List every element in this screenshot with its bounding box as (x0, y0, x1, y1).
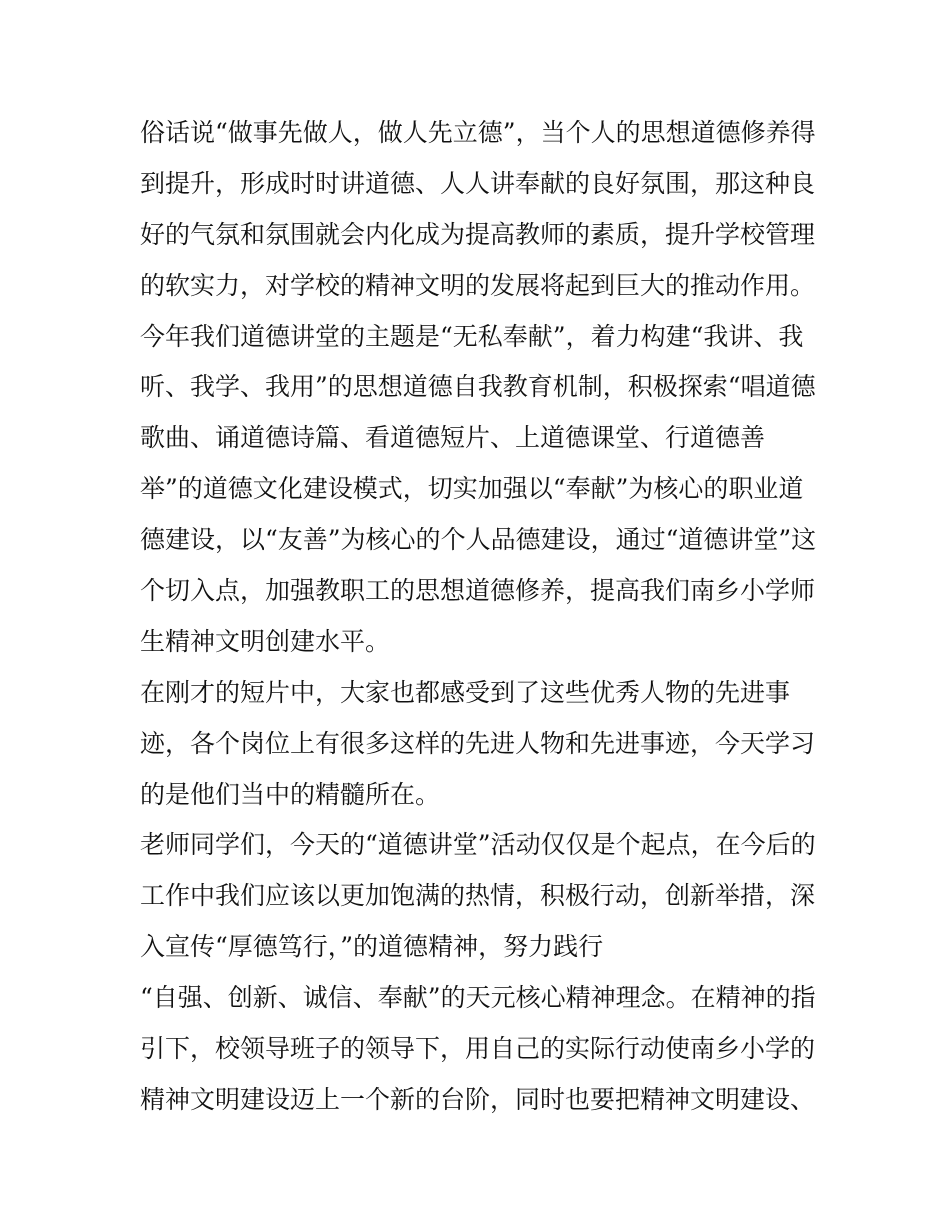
text-line: 在刚才的短片中，大家也都感受到了这些优秀人物的先进事 (140, 677, 791, 707)
text-line: 今年我们道德讲堂的主题是“无私奉献”，着力构建“我讲、我 (140, 321, 804, 351)
text-line: 举”的道德文化建设模式，切实加强以“奉献”为核心的职业道 (140, 474, 804, 504)
text-line: “自强、创新、诚信、奉献”的天元核心精神理念。在精神的指 (140, 983, 816, 1013)
text-line: 德建设，以“友善”为核心的个人品德建设，通过“道德讲堂”这 (140, 525, 817, 555)
text-line: 好的气氛和氛围就会内化成为提高教师的素质，提升学校管理 (140, 219, 816, 249)
text-line: 精神文明建设迈上一个新的台阶，同时也要把精神文明建设、 (140, 1084, 816, 1114)
text-line: 到提升，形成时时讲道德、人人讲奉献的良好氛围，那这种良 (140, 168, 816, 198)
text-line: 生精神文明创建水平。 (140, 626, 391, 656)
text-line: 的是他们当中的精髓所在。 (140, 779, 441, 809)
text-line: 的软实力，对学校的精神文明的发展将起到巨大的推动作用。 (140, 270, 816, 300)
text-line: 个切入点，加强教职工的思想道德修养，提高我们南乡小学师 (140, 576, 816, 606)
document-body (140, 108, 820, 1126)
text-line: 听、我学、我用”的思想道德自我教育机制，积极探索“唱道德 (140, 372, 816, 402)
text-line: 歌曲、诵道德诗篇、看道德短片、上道德课堂、行道德善 (140, 423, 766, 453)
text-line: 老师同学们，今天的“道德讲堂”活动仅仅是个起点，在今后的 (140, 830, 816, 860)
text-line: 俗话说“做事先做人，做人先立德”，当个人的思想道德修养得 (140, 118, 816, 147)
text-line: 迹，各个岗位上有很多这样的先进人物和先进事迹，今天学习 (140, 728, 816, 758)
text-line: 入宣传“厚德笃行，”的道德精神，努力践行 (140, 932, 604, 962)
text-line: 工作中我们应该以更加饱满的热情，积极行动，创新举措，深 (140, 881, 816, 911)
text-line: 引下，校领导班子的领导下，用自己的实际行动使南乡小学的 (140, 1034, 816, 1064)
